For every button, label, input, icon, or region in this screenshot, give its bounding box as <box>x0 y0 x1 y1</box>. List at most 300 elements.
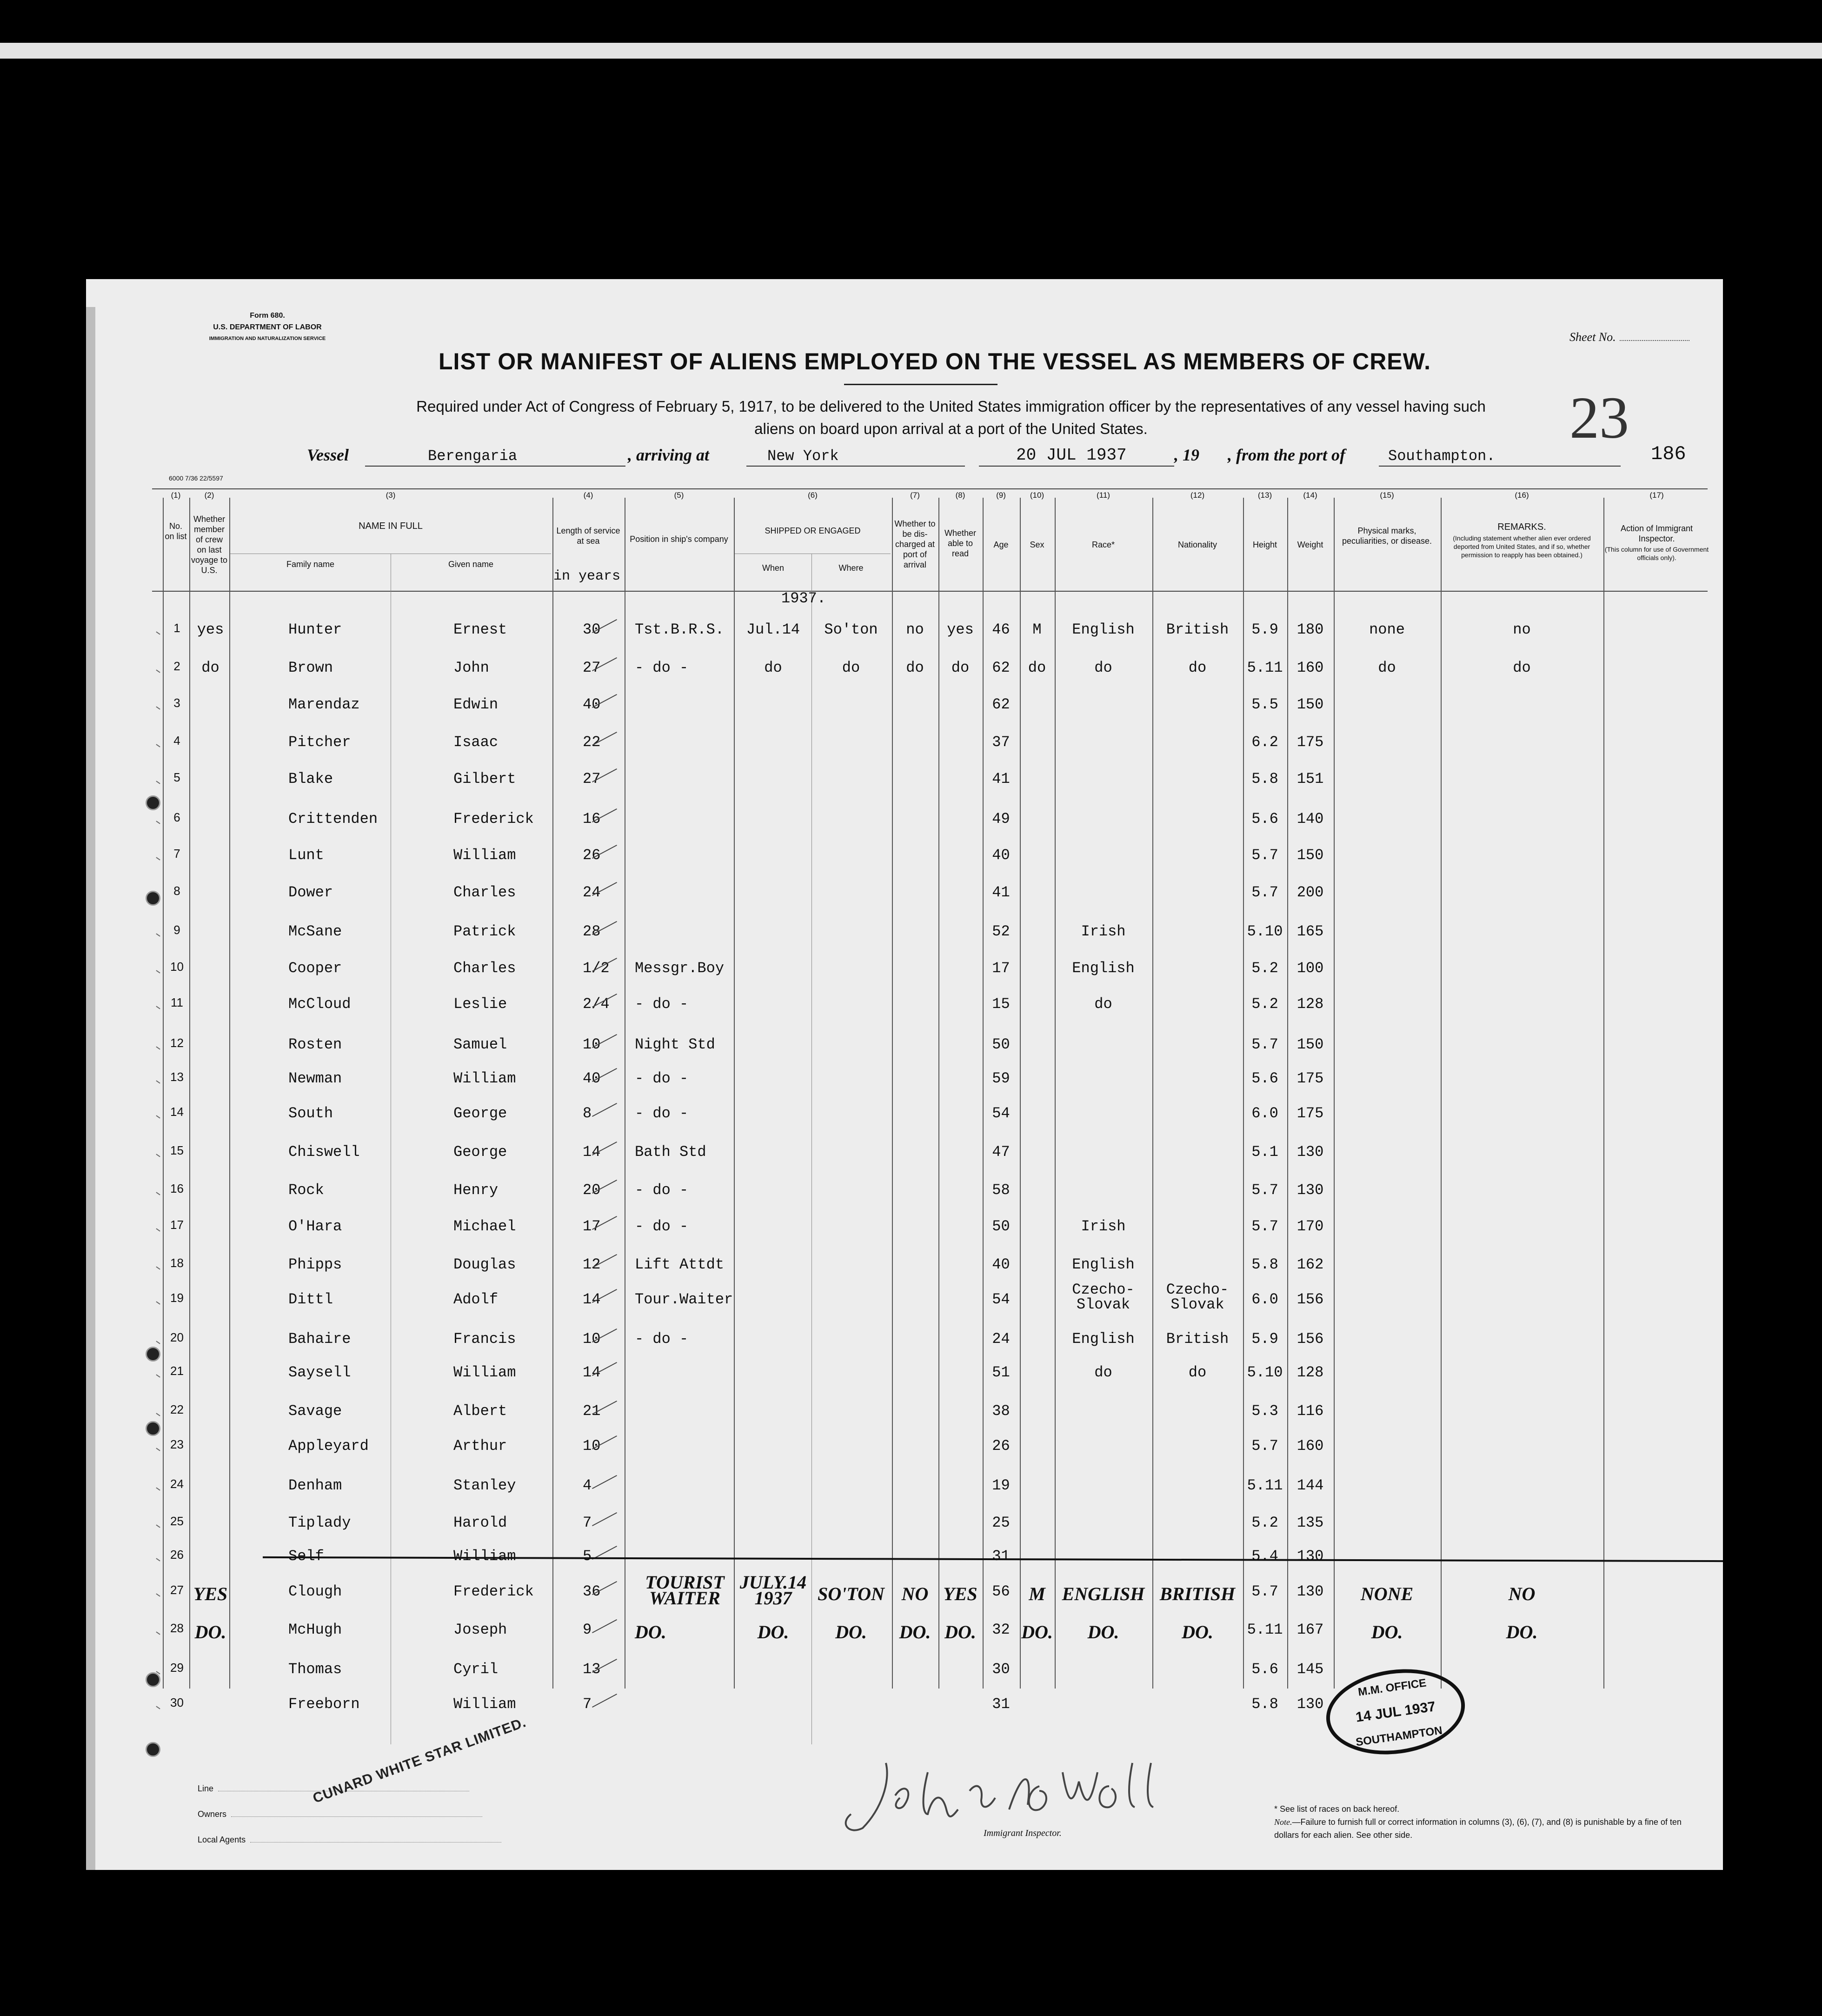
cell-age: 26 <box>992 1437 1010 1455</box>
cell-weight: 150 <box>1297 696 1324 713</box>
manifest-page <box>86 279 1723 1870</box>
row-number: 9 <box>173 923 180 937</box>
cell-family: Saysell <box>288 1364 351 1381</box>
scan-edge <box>0 43 1822 59</box>
cell-where: DO. <box>835 1622 867 1642</box>
cell-position: TOURIST WAITER <box>645 1572 725 1609</box>
cell-height: 5.4 <box>1251 1548 1278 1565</box>
line-label: Line <box>198 1784 469 1794</box>
sheet-no-label: Sheet No. <box>1569 330 1616 344</box>
cell-height: 5.7 <box>1251 1437 1278 1455</box>
cell-weight: 130 <box>1297 1583 1324 1600</box>
margin-tick <box>156 1301 160 1304</box>
colnum-1: (1) <box>171 491 181 500</box>
row-number: 19 <box>170 1291 184 1305</box>
margin-tick <box>156 669 160 673</box>
cell-service: 27 <box>583 659 601 676</box>
page-edge <box>86 307 95 1870</box>
cell-weight: 128 <box>1297 1364 1324 1381</box>
cell-weight: 128 <box>1297 995 1324 1013</box>
margin-tick <box>156 1192 160 1195</box>
mm-stamp-bottom: SOUTHAMPTON <box>1355 1724 1443 1749</box>
cell-remarks: NO <box>1508 1583 1536 1604</box>
from-label: , from the port of <box>1228 446 1346 464</box>
margin-tick <box>156 631 160 634</box>
cell-height: 5.11 <box>1247 1621 1283 1638</box>
cell-weight: 156 <box>1297 1330 1324 1348</box>
cell-service: 14 <box>583 1143 601 1161</box>
cell-race: English <box>1072 621 1135 638</box>
cell-age: 19 <box>992 1477 1010 1494</box>
row-number: 29 <box>170 1661 184 1675</box>
cell-family: Marendaz <box>288 696 360 713</box>
cell-age: 41 <box>992 884 1010 901</box>
cell-service: 16 <box>583 810 601 828</box>
cell-service: 10 <box>583 1437 601 1455</box>
cell-position: - do - <box>635 659 689 676</box>
margin-tick <box>156 1524 160 1528</box>
cell-age: 52 <box>992 923 1010 940</box>
cell-weight: 116 <box>1297 1402 1324 1420</box>
cell-age: 54 <box>992 1291 1010 1308</box>
cell-family: Hunter <box>288 621 342 638</box>
sheet-no <box>1569 330 1689 344</box>
cell-weight: 130 <box>1297 1182 1324 1199</box>
cell-height: 5.7 <box>1251 1036 1278 1053</box>
cell-position: Tst.B.R.S. <box>635 621 725 638</box>
cell-race: Irish <box>1081 923 1126 940</box>
cell-family: Rock <box>288 1182 324 1199</box>
cell-service: 5 <box>583 1548 592 1565</box>
cell-weight: 100 <box>1297 960 1324 977</box>
cell-weight: 175 <box>1297 734 1324 751</box>
row-number: 20 <box>170 1330 184 1344</box>
cell-height: 5.10 <box>1247 1364 1283 1381</box>
row-number: 12 <box>170 1036 184 1050</box>
row-number: 10 <box>170 960 184 974</box>
cell-family: Cooper <box>288 960 342 977</box>
inspector-label: Immigrant Inspector. <box>984 1828 1062 1838</box>
cell-age: 62 <box>992 696 1010 713</box>
margin-tick <box>156 857 160 860</box>
cell-position: - do - <box>635 1330 689 1348</box>
cell-physical: do <box>1378 659 1396 676</box>
cell-family: Rosten <box>288 1036 342 1053</box>
punch-hole <box>146 1672 160 1687</box>
cell-nationality: do <box>1188 659 1207 676</box>
cell-read: yes <box>947 621 974 638</box>
margin-tick <box>156 970 160 973</box>
row-number: 17 <box>170 1218 184 1232</box>
cell-nationality: British <box>1166 621 1229 638</box>
cell-height: 5.7 <box>1251 1583 1278 1600</box>
cell-service: 1/2 <box>583 960 610 977</box>
arriving-value: New York <box>767 447 839 465</box>
cell-weight: 167 <box>1297 1621 1324 1638</box>
header-no: No. on list <box>165 521 187 541</box>
cell-service: 14 <box>583 1364 601 1381</box>
margin-tick <box>156 1448 160 1451</box>
cell-height: 5.10 <box>1247 923 1283 940</box>
colnum-5: (5) <box>674 491 684 500</box>
cell-service: 10 <box>583 1330 601 1348</box>
title-rule <box>844 384 997 385</box>
cell-remarks: do <box>1513 659 1531 676</box>
cell-weight: 175 <box>1297 1105 1324 1122</box>
cell-age: 56 <box>992 1583 1010 1600</box>
cell-position: - do - <box>635 995 689 1013</box>
cell-age: 50 <box>992 1218 1010 1235</box>
cell-given: William <box>453 847 516 864</box>
cell-age: 30 <box>992 1661 1010 1678</box>
cell-service: 8 <box>583 1105 592 1122</box>
cell-weight: 160 <box>1297 1437 1324 1455</box>
shipped-year: 1937. <box>781 590 826 607</box>
row-number: 21 <box>170 1364 184 1378</box>
colnum-3: (3) <box>386 491 396 500</box>
margin-tick <box>156 1487 160 1490</box>
print-code: 6000 7/36 22/5597 <box>169 474 223 482</box>
header-service-note: in years <box>553 568 621 584</box>
cell-age: 62 <box>992 659 1010 676</box>
cell-sex: M <box>1029 1583 1045 1604</box>
cell-service: 22 <box>583 734 601 751</box>
row-number: 14 <box>170 1105 184 1119</box>
cell-race: English <box>1072 960 1135 977</box>
margin-tick <box>156 706 160 709</box>
arrival-date-stamp: 20 JUL 1937 <box>1016 446 1127 465</box>
cell-service: 10 <box>583 1036 601 1053</box>
cell-age: 17 <box>992 960 1010 977</box>
cell-given: Joseph <box>453 1621 507 1638</box>
header-member: Whether member of crew on last voyage to U.S. <box>191 514 228 575</box>
cell-weight: 200 <box>1297 884 1324 901</box>
cell-given: Adolf <box>453 1291 499 1308</box>
cell-age: 51 <box>992 1364 1010 1381</box>
cell-family: Appleyard <box>288 1437 369 1455</box>
header-family-name: Family name <box>286 560 335 569</box>
cell-when: JULY.14 1937 <box>739 1572 807 1609</box>
cell-race: Czecho-Slovak <box>1072 1281 1135 1313</box>
cell-service: 24 <box>583 884 601 901</box>
cell-given: Gilbert <box>453 770 516 788</box>
cell-age: 37 <box>992 734 1010 751</box>
note-penalty: Note.—Failure to furnish full or correct information in columns (3), (6), (7), and (8) is punishable by a fine of ten dollars for each alien. See other side. <box>1274 1817 1682 1840</box>
cell-when: do <box>764 659 782 676</box>
cell-given: Isaac <box>453 734 499 751</box>
cell-position: Lift Attdt <box>635 1256 725 1273</box>
cell-height: 5.7 <box>1251 884 1278 901</box>
colnum-2: (2) <box>204 491 214 500</box>
header-position: Position in ship's company <box>630 534 728 544</box>
cell-member: YES <box>193 1583 228 1604</box>
table-top-rule <box>152 488 1708 489</box>
cell-race: do <box>1094 659 1112 676</box>
cell-age: 32 <box>992 1621 1010 1638</box>
cell-height: 5.7 <box>1251 847 1278 864</box>
vessel-label: Vessel <box>307 446 349 464</box>
cell-age: 24 <box>992 1330 1010 1348</box>
margin-tick <box>156 1046 160 1049</box>
cell-age: 50 <box>992 1036 1010 1053</box>
cell-position: DO. <box>635 1622 666 1642</box>
cell-family: McSane <box>288 923 342 940</box>
margin-tick <box>156 1593 160 1596</box>
header-bottom-rule <box>152 591 1708 592</box>
cell-discharged: do <box>906 659 924 676</box>
punch-hole <box>146 1421 160 1436</box>
cell-service: 7 <box>583 1514 592 1531</box>
cell-nationality: British <box>1166 1330 1229 1348</box>
cell-height: 5.5 <box>1251 696 1278 713</box>
row-number: 8 <box>173 884 180 898</box>
cell-service: 9 <box>583 1621 592 1638</box>
cell-family: Denham <box>288 1477 342 1494</box>
agents-label: Local Agents <box>198 1835 501 1845</box>
cell-age: 38 <box>992 1402 1010 1420</box>
cell-position: Bath Std <box>635 1143 706 1161</box>
cell-service: 17 <box>583 1218 601 1235</box>
mm-stamp-top: M.M. OFFICE <box>1357 1676 1427 1699</box>
margin-tick <box>156 1154 160 1157</box>
cell-given: Edwin <box>453 696 499 713</box>
punch-hole <box>146 795 160 810</box>
colnum-12: (12) <box>1190 491 1205 500</box>
cell-family: Self <box>288 1548 324 1565</box>
cell-age: 40 <box>992 847 1010 864</box>
cell-family: Phipps <box>288 1256 342 1273</box>
cell-race: Irish <box>1081 1218 1126 1235</box>
header-race: Race* <box>1091 540 1115 549</box>
cell-weight: 170 <box>1297 1218 1324 1235</box>
from-port-value: Southampton. <box>1388 447 1496 465</box>
cell-race: DO. <box>1087 1622 1119 1642</box>
row-number: 26 <box>170 1548 184 1562</box>
cell-service: 36 <box>583 1583 601 1600</box>
colnum-10: (10) <box>1030 491 1044 500</box>
margin-tick <box>156 1228 160 1231</box>
cell-age: 25 <box>992 1514 1010 1531</box>
cell-family: Dower <box>288 884 333 901</box>
cell-member: do <box>201 659 219 676</box>
margin-tick <box>156 1374 160 1377</box>
colnum-16: (16) <box>1515 491 1529 500</box>
header-action-note: (This column for use of Government officials only). <box>1604 546 1709 561</box>
cell-remarks: no <box>1513 621 1531 638</box>
cell-weight: 162 <box>1297 1256 1324 1273</box>
header-remarks: REMARKS. <box>1497 522 1546 532</box>
cell-age: 46 <box>992 621 1010 638</box>
margin-tick <box>156 1413 160 1416</box>
row-number: 13 <box>170 1070 184 1084</box>
colnum-11: (11) <box>1097 491 1110 500</box>
cell-given: Albert <box>453 1402 507 1420</box>
cell-position: - do - <box>635 1105 689 1122</box>
cell-sex: DO. <box>1021 1622 1053 1642</box>
department: U.S. DEPARTMENT OF LABOR <box>213 323 322 331</box>
cell-remarks: DO. <box>1506 1622 1538 1642</box>
cell-given: Cyril <box>453 1661 499 1678</box>
row-number: 25 <box>170 1514 184 1528</box>
cell-age: 58 <box>992 1182 1010 1199</box>
cell-position: Tour.Waiter <box>635 1291 733 1308</box>
cell-family: Brown <box>288 659 333 676</box>
cell-where: SO'TON <box>818 1583 884 1604</box>
cell-nationality: do <box>1188 1364 1207 1381</box>
header-physical: Physical marks, peculiarities, or disease. <box>1342 526 1432 546</box>
cell-member: DO. <box>194 1622 226 1642</box>
arriving-label: , arriving at <box>628 446 710 464</box>
margin-tick <box>156 1706 160 1709</box>
row-number: 4 <box>173 734 180 748</box>
header-when: When <box>762 563 785 573</box>
cell-age: 40 <box>992 1256 1010 1273</box>
mm-stamp-date: 14 JUL 1937 <box>1355 1699 1436 1725</box>
row-number: 28 <box>170 1621 184 1635</box>
cell-given: William <box>453 1364 516 1381</box>
colnum-8: (8) <box>955 491 965 500</box>
cell-physical: NONE <box>1360 1583 1414 1604</box>
header-shipped: SHIPPED OR ENGAGED <box>765 526 861 535</box>
company-stamp: CUNARD WHITE STAR LIMITED. <box>311 1715 528 1807</box>
margin-tick <box>156 1006 160 1009</box>
cell-service: 13 <box>583 1661 601 1678</box>
cell-service: 7 <box>583 1696 592 1713</box>
cell-given: Ernest <box>453 621 507 638</box>
colnum-13: (13) <box>1257 491 1272 500</box>
cell-age: 31 <box>992 1696 1010 1713</box>
cell-service: 12 <box>583 1256 601 1273</box>
cell-given: Leslie <box>453 995 507 1013</box>
cell-height: 5.11 <box>1247 1477 1283 1494</box>
form-info <box>174 310 360 345</box>
cell-weight: 160 <box>1297 659 1324 676</box>
vessel-value: Berengaria <box>428 447 518 465</box>
cell-service: 40 <box>583 696 601 713</box>
header-sex: Sex <box>1030 540 1044 549</box>
subtitle-line-2: aliens on board upon arrival at a port of the United States. <box>754 420 1148 437</box>
cell-family: Crittenden <box>288 810 378 828</box>
header-remarks-note: (Including statement whether alien ever ordered deported from United States, and if so, whether permission to reapply has been obtained.) <box>1453 534 1591 559</box>
margin-tick <box>156 1266 160 1269</box>
cell-height: 5.9 <box>1251 1330 1278 1348</box>
cell-service: 14 <box>583 1291 601 1308</box>
note-races: * See list of races on back hereof. <box>1274 1804 1400 1814</box>
cell-given: Stanley <box>453 1477 516 1494</box>
row-number: 5 <box>173 770 180 784</box>
row-number: 22 <box>170 1402 184 1416</box>
cell-height: 5.8 <box>1251 1696 1278 1713</box>
cell-given: Francis <box>453 1330 516 1348</box>
cell-height: 5.6 <box>1251 1661 1278 1678</box>
year-label: , 19 <box>1174 446 1199 464</box>
row-number: 30 <box>170 1696 184 1709</box>
cell-family: Tiplady <box>288 1514 351 1531</box>
cell-weight: 150 <box>1297 847 1324 864</box>
cell-weight: 145 <box>1297 1661 1324 1678</box>
cell-nationality: DO. <box>1182 1622 1213 1642</box>
cell-service: 26 <box>583 847 601 864</box>
cell-race: English <box>1072 1256 1135 1273</box>
cell-service: 21 <box>583 1402 601 1420</box>
cell-sex: do <box>1028 659 1046 676</box>
cell-given: Charles <box>453 960 516 977</box>
form-number: Form 680. <box>250 312 285 320</box>
page-title: LIST OR MANIFEST OF ALIENS EMPLOYED ON THE VESSEL AS MEMBERS OF CREW. <box>439 348 1431 374</box>
cell-given: William <box>453 1070 516 1087</box>
row-number: 16 <box>170 1182 184 1195</box>
cell-given: Samuel <box>453 1036 507 1053</box>
cell-read: DO. <box>944 1622 976 1642</box>
margin-tick <box>156 1080 160 1083</box>
cell-given: William <box>453 1548 516 1565</box>
vessel-line <box>86 444 1723 467</box>
cell-height: 5.11 <box>1247 659 1283 676</box>
cell-where: So'ton <box>824 621 878 638</box>
cell-height: 5.8 <box>1251 770 1278 788</box>
cell-height: 5.2 <box>1251 1514 1278 1531</box>
page-number: 186 <box>1651 443 1686 465</box>
cell-service: 40 <box>583 1070 601 1087</box>
cell-position: - do - <box>635 1070 689 1087</box>
header-given-name: Given name <box>448 560 494 569</box>
row-number: 7 <box>173 847 180 861</box>
row-number: 1 <box>173 621 180 635</box>
header-height: Height <box>1252 540 1277 549</box>
header-name-in-full: NAME IN FULL <box>359 521 423 531</box>
header-action: Action of Immigrant Inspector. <box>1620 524 1693 543</box>
cell-weight: 130 <box>1297 1143 1324 1161</box>
cell-position: Messgr.Boy <box>635 960 725 977</box>
colnum-4: (4) <box>583 491 593 500</box>
cell-weight: 144 <box>1297 1477 1324 1494</box>
cell-height: 5.8 <box>1251 1256 1278 1273</box>
cell-given: Harold <box>453 1514 507 1531</box>
cell-family: Newman <box>288 1070 342 1087</box>
cell-weight: 140 <box>1297 810 1324 828</box>
cell-race: English <box>1072 1330 1135 1348</box>
cell-race: do <box>1094 995 1112 1013</box>
service: IMMIGRATION AND NATURALIZATION SERVICE <box>209 336 326 341</box>
cell-given: Charles <box>453 884 516 901</box>
cell-height: 6.0 <box>1251 1291 1278 1308</box>
cell-position: Night Std <box>635 1036 715 1053</box>
row-number: 23 <box>170 1437 184 1451</box>
cell-service: 27 <box>583 770 601 788</box>
cell-family: McCloud <box>288 995 351 1013</box>
cell-given: Douglas <box>453 1256 516 1273</box>
subtitle-line-1: Required under Act of Congress of February 5, 1917, to be delivered to the United States immigration officer by the representatives of any vessel having such <box>416 398 1486 415</box>
cell-weight: 135 <box>1297 1514 1324 1531</box>
cell-age: 47 <box>992 1143 1010 1161</box>
colnum-6: (6) <box>808 491 818 500</box>
cell-family: Chiswell <box>288 1143 360 1161</box>
cell-service: 20 <box>583 1182 601 1199</box>
cell-family: South <box>288 1105 333 1122</box>
row-number: 27 <box>170 1583 184 1597</box>
cell-when: Jul.14 <box>746 621 800 638</box>
colnum-14: (14) <box>1303 491 1317 500</box>
margin-tick <box>156 821 160 824</box>
cell-member: yes <box>197 621 224 638</box>
cell-age: 54 <box>992 1105 1010 1122</box>
cell-position: - do - <box>635 1182 689 1199</box>
cell-family: Blake <box>288 770 333 788</box>
cell-given: Patrick <box>453 923 516 940</box>
row-number: 24 <box>170 1477 184 1491</box>
cell-given: John <box>453 659 489 676</box>
owners-label: Owners <box>198 1809 482 1819</box>
